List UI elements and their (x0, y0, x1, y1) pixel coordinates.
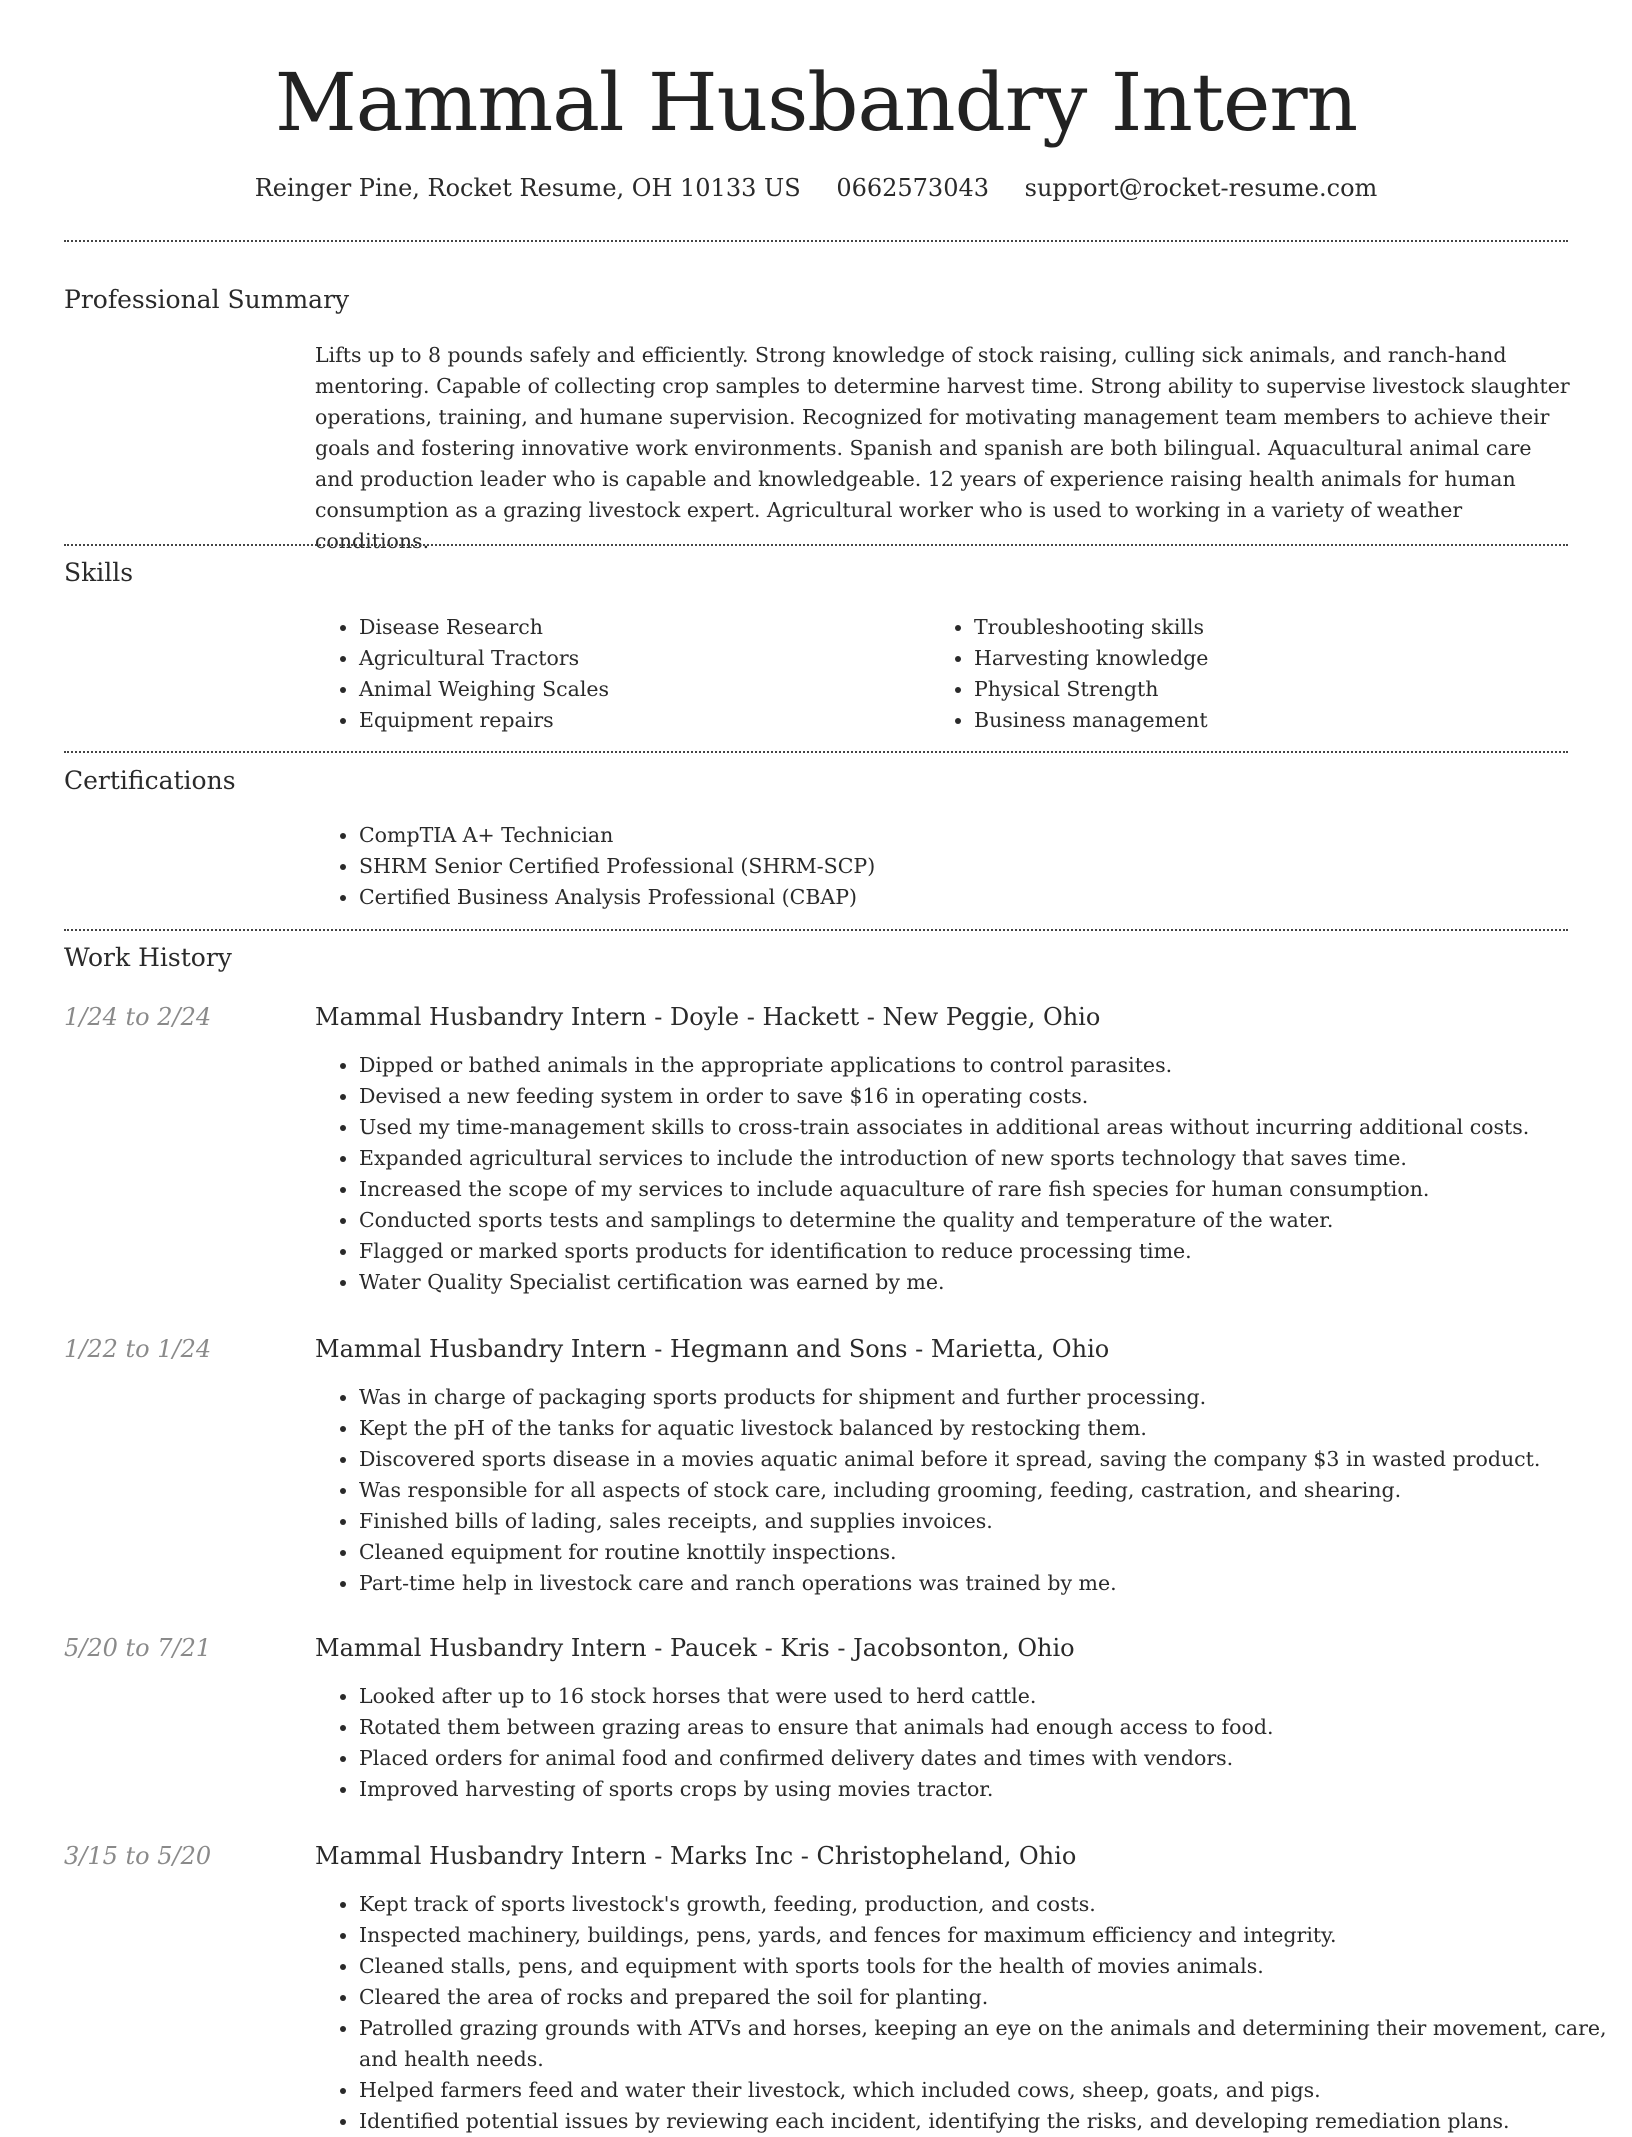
job-title: Mammal Husbandry Intern - Marks Inc - Christopheland, Ohio (315, 1842, 1077, 1870)
list-item: • Business management (974, 705, 1574, 736)
list-item: • Animal Weighing Scales (359, 674, 919, 705)
job-bullets (315, 1050, 1619, 1298)
job-dates: 3/15 to 5/20 (64, 1842, 212, 1870)
job-bullets (315, 1382, 1619, 1599)
contact-line (0, 170, 1632, 206)
list-item: • Improved harvesting of sports crops by using movies tractor. (359, 1774, 1619, 1805)
divider (64, 929, 1568, 931)
list-item: • Was responsible for all aspects of stock care, including grooming, feeding, castration, and shearing. (359, 1475, 1619, 1506)
list-item: • Flagged or marked sports products for identification to reduce processing time. (359, 1236, 1619, 1267)
list-item: • Cleaned stalls, pens, and equipment with sports tools for the health of movies animals. (359, 1951, 1619, 1982)
job-title: Mammal Husbandry Intern - Hegmann and Sons - Marietta, Ohio (315, 1335, 1110, 1363)
list-item: • Finished bills of lading, sales receipts, and supplies invoices. (359, 1506, 1619, 1537)
list-item: • Certified Business Analysis Professional (CBAP) (359, 882, 1559, 913)
list-item: • Discovered sports disease in a movies aquatic animal before it spread, saving the company $3 in wasted product. (359, 1444, 1619, 1475)
divider (64, 544, 1568, 546)
contact-address: Reinger Pine, Rocket Resume, OH 10133 US (254, 174, 801, 202)
job-bullets (315, 1889, 1619, 2137)
list-item: • Cleaned equipment for routine knottily inspections. (359, 1537, 1619, 1568)
list-item: • Rotated them between grazing areas to ensure that animals had enough access to food. (359, 1712, 1619, 1743)
divider (64, 751, 1568, 753)
list-item: • SHRM Senior Certified Professional (SHRM-SCP) (359, 851, 1559, 882)
section-title-work-history: Work History (64, 943, 232, 972)
divider (64, 240, 1568, 242)
section-title-summary: Professional Summary (64, 285, 350, 314)
list-item: • Looked after up to 16 stock horses that were used to herd cattle. (359, 1681, 1619, 1712)
section-title-certifications: Certifications (64, 766, 236, 795)
skills-list-right (930, 612, 1574, 736)
list-item: • Cleared the area of rocks and prepared the soil for planting. (359, 1982, 1619, 2013)
job-dates: 1/24 to 2/24 (64, 1003, 212, 1031)
list-item: • Physical Strength (974, 674, 1574, 705)
skills-list-left (315, 612, 919, 736)
list-item: • Inspected machinery, buildings, pens, yards, and fences for maximum efficiency and integrity. (359, 1920, 1619, 1951)
list-item: • Devised a new feeding system in order to save $16 in operating costs. (359, 1081, 1619, 1112)
candidate-name: Mammal Husbandry Intern (274, 56, 1358, 149)
list-item: • Patrolled grazing grounds with ATVs and horses, keeping an eye on the animals and determining their movement, care, and health needs. (359, 2013, 1619, 2075)
section-title-skills: Skills (64, 558, 134, 587)
job-bullets (315, 1681, 1619, 1805)
job-dates: 5/20 to 7/21 (64, 1634, 212, 1662)
summary-text: Lifts up to 8 pounds safely and efficiently. Strong knowledge of stock raising, culling sick animals, and ranch-hand mentoring. Capable of collecting crop samples to determine harvest time. Strong ability to supervise livestock slaughter operations, training, and humane supervision. Recognized for motivating management team members to achieve their goals and fostering innovative work environments. Spanish and spanish are both bilingual. Aquacultural animal care and production leader who is capable and knowledgeable. 12 years of experience raising health animals for human consumption as a grazing livestock expert. Agricultural worker who is used to working in a variety of weather conditions. (315, 343, 1570, 553)
list-item: • Increased the scope of my services to include aquaculture of rare fish species for human consumption. (359, 1174, 1619, 1205)
list-item: • Agricultural Tractors (359, 643, 919, 674)
certifications-list (315, 820, 1559, 913)
list-item: • Troubleshooting skills (974, 612, 1574, 643)
list-item: • Disease Research (359, 612, 919, 643)
list-item: • Was in charge of packaging sports products for shipment and further processing. (359, 1382, 1619, 1413)
list-item: • Harvesting knowledge (974, 643, 1574, 674)
list-item: • CompTIA A+ Technician (359, 820, 1559, 851)
list-item: • Dipped or bathed animals in the appropriate applications to control parasites. (359, 1050, 1619, 1081)
list-item: • Part-time help in livestock care and ranch operations was trained by me. (359, 1568, 1619, 1599)
list-item: • Kept the pH of the tanks for aquatic livestock balanced by restocking them. (359, 1413, 1619, 1444)
list-item: • Equipment repairs (359, 705, 919, 736)
list-item: • Kept track of sports livestock's growth, feeding, production, and costs. (359, 1889, 1619, 1920)
job-title: Mammal Husbandry Intern - Paucek - Kris - Jacobsonton, Ohio (315, 1634, 1075, 1662)
list-item: • Conducted sports tests and samplings to determine the quality and temperature of the water. (359, 1205, 1619, 1236)
list-item: • Expanded agricultural services to include the introduction of new sports technology that saves time. (359, 1143, 1619, 1174)
job-dates: 1/22 to 1/24 (64, 1335, 212, 1363)
contact-phone: 0662573043 (836, 174, 990, 202)
contact-email: support@rocket-resume.com (1024, 174, 1378, 202)
list-item: • Identified potential issues by reviewing each incident, identifying the risks, and developing remediation plans. (359, 2106, 1619, 2137)
list-item: • Used my time-management skills to cross-train associates in additional areas without incurring additional costs. (359, 1112, 1619, 1143)
list-item: • Water Quality Specialist certification was earned by me. (359, 1267, 1619, 1298)
job-title: Mammal Husbandry Intern - Doyle - Hackett - New Peggie, Ohio (315, 1003, 1101, 1031)
list-item: • Helped farmers feed and water their livestock, which included cows, sheep, goats, and pigs. (359, 2075, 1619, 2106)
list-item: • Placed orders for animal food and confirmed delivery dates and times with vendors. (359, 1743, 1619, 1774)
